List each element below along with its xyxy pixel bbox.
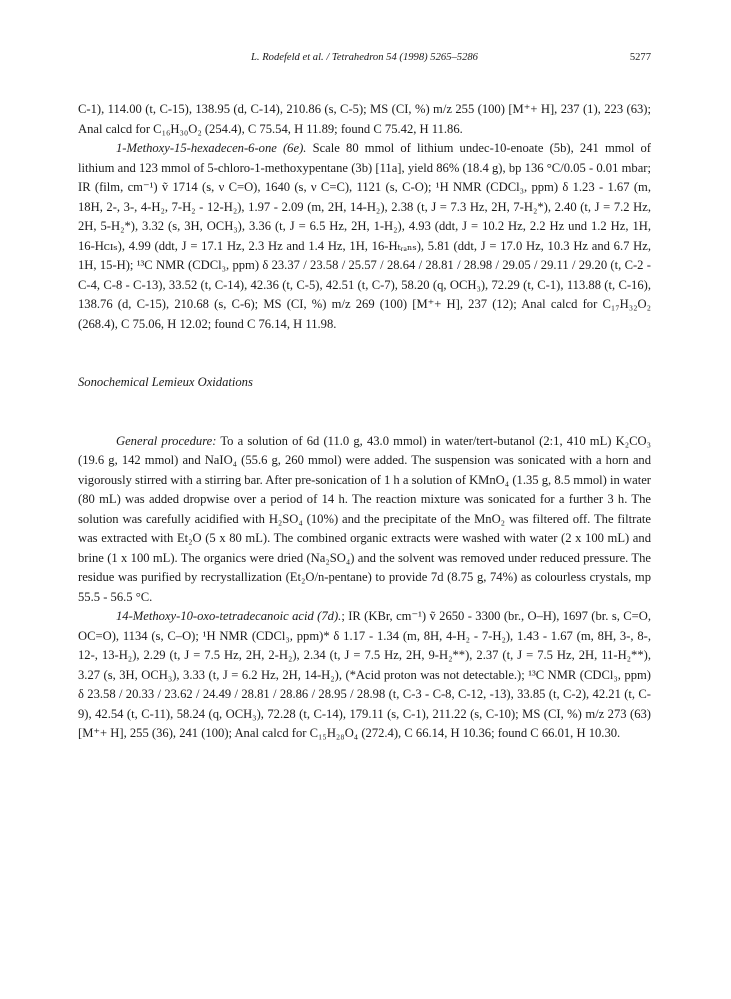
compound-6e-data: Scale 80 mmol of lithium undec-10-enoate (5b), 241 mmol of lithium and 123 mmol of 5-chloro-1-methoxypentane (3b) [11a], yield 86% (18.4 g), bp 136 °C/0.05 - 0.01 mbar; IR (film, cm⁻¹) ṽ 1714 (s, ν C=O), 1640 (s, ν C=C), 1121 (s, C-O); ¹H NMR (CDCl₃, ppm) δ 1.23 - 1.67 (m, 18H, 2-, 3-, 4-H₂, 7-H₂ - 12-H₂), 1.97 - 2.09 (m, 2H, 14-H₂), 2.38 (t, J = 7.3 Hz, 2H, 7-H₂*), 2.40 (t, J = 7.2 Hz, 2H, 5-H₂*), 3.32 (s, 3H, OCH₃), 3.36 (t, J = 6.5 Hz, 2H, 1-H₂), 4.93 (ddt, J = 10.2 Hz, 2.2 Hz und 1.2 Hz, 1H, 16-Hᴄɪₛ), 4.99 (ddt, J = 17.1 Hz, 2.3 Hz and 1.4 Hz, 1H, 16-Hₜᵣₐₙₛ), 5.81 (ddt, J = 17.0 Hz, 10.3 Hz and 6.7 Hz, 1H, 15-H); ¹³C NMR (CDCl₃, ppm) δ 23.37 / 23.58 / 25.57 / 28.64 / 28.81 / 28.98 / 29.05 / 29.11 / 29.20 (t, C-2 - C-4, C-8 - C-13), 33.52 (t, C-14), 42.36 (t, C-5), 42.51 (t, C-7), 58.20 (q, OCH₃), 72.29 (t, C-1), 113.88 (t, C-16), 138.76 (d, C-15), 210.68 (s, C-6); MS (CI, %) m/z 269 (100) [M⁺+ H], 237 (12); Anal calcd for C₁₇H₃₂O₂ (268.4), C 75.06, H 12.02; found C 76.14, H 11.98. <box>78 141 651 331</box>
compound-6e-title: 1-Methoxy-15-hexadecen-6-one (6e). <box>116 141 307 155</box>
paragraph-6d-continuation: C-1), 114.00 (t, C-15), 138.95 (d, C-14), 210.86 (s, C-5); MS (CI, %) m/z 255 (100) [M⁺+ H], 237 (1), 223 (63); Anal calcd for C₁₆H₃₀O₂ (254.4), C 75.54, H 11.89; found C 75.42, H 11.86. <box>78 102 651 136</box>
general-procedure-text: To a solution of 6d (11.0 g, 43.0 mmol) in water/tert-butanol (2:1, 410 mL) K₂CO₃ (19.6 g, 142 mmol) and NaIO₄ (55.6 g, 260 mmol) were added. The suspension was sonicated with a horn and vigorously stirred with a stirring bar. After pre-sonication of 1 h a solution of KMnO₄ (1.35 g, 8.5 mmol) in water (80 mL) was added dropwise over a period of 14 h. The reaction mixture was sonicated for a further 3 h. The solution was carefully acidified with H₂SO₄ (10%) and the precipitate of the MnO₂ was filtered off. The filtrate was extracted with Et₂O (5 x 80 mL). The combined organic extracts were washed with water (2 x 100 mL) and brine (1 x 100 mL). The organics were dried (Na₂SO₄) and the solvent was removed under reduced pressure. The residue was purified by recrystallization (Et₂O/n-pentane) to provide 7d (8.75 g, 74%) as colourless crystals, mp 55.5 - 56.5 °C. <box>78 433 651 604</box>
page-number: 5277 <box>629 52 651 63</box>
section-title: Sonochemical Lemieux Oxidations <box>78 375 253 389</box>
paragraph-general-procedure <box>78 432 651 608</box>
compound-7d-title: 14-Methoxy-10-oxo-tetradecanoic acid (7d). <box>116 609 342 623</box>
running-title: L. Rodefeld et al. / Tetrahedron 54 (1998) 5265–5286 <box>251 52 478 63</box>
section-gap-2 <box>78 393 651 432</box>
page-header <box>78 52 651 68</box>
section-gap <box>78 334 651 373</box>
compound-7d-data: ; IR (KBr, cm⁻¹) ṽ 2650 - 3300 (br., O–H), 1697 (br. s, C=O, OC=O), 1134 (s, C–O); ¹H NMR (CDCl₃, ppm)* δ 1.17 - 1.34 (m, 8H, 4-H₂ - 7-H₂), 1.43 - 1.67 (m, 8H, 3-, 8-, 12-, 13-H₂), 2.29 (t, J = 7.5 Hz, 2H, 2-H₂), 2.34 (t, J = 7.5 Hz, 2H, 9-H₂**), 2.37 (t, J = 7.5 Hz, 2H, 11-H₂**), 3.27 (s, 3H, OCH₃), 3.33 (t, J = 6.2 Hz, 2H, 14-H₂), (*Acid proton was not detectable.); ¹³C NMR (CDCl₃, ppm) δ 23.58 / 20.33 / 23.62 / 24.49 / 28.81 / 28.86 / 28.95 / 28.98 (t, C-3 - C-8, C-12, -13), 33.85 (t, C-2), 42.21 (t, C-9), 42.54 (t, C-11), 58.24 (q, OCH₃), 72.28 (t, C-14), 179.11 (s, C-1), 211.22 (s, C-10); MS (CI, %) m/z 273 (63) [M⁺+ H], 255 (36), 241 (100); Anal calcd for C₁₅H₂₈O₄ (272.4), C 66.14, H 10.36; found C 66.01, H 10.30. <box>78 609 651 740</box>
page-body <box>78 100 651 744</box>
paragraph-6e <box>78 139 651 334</box>
paragraph-7d <box>78 607 651 744</box>
general-procedure-title: General procedure: <box>116 433 217 448</box>
